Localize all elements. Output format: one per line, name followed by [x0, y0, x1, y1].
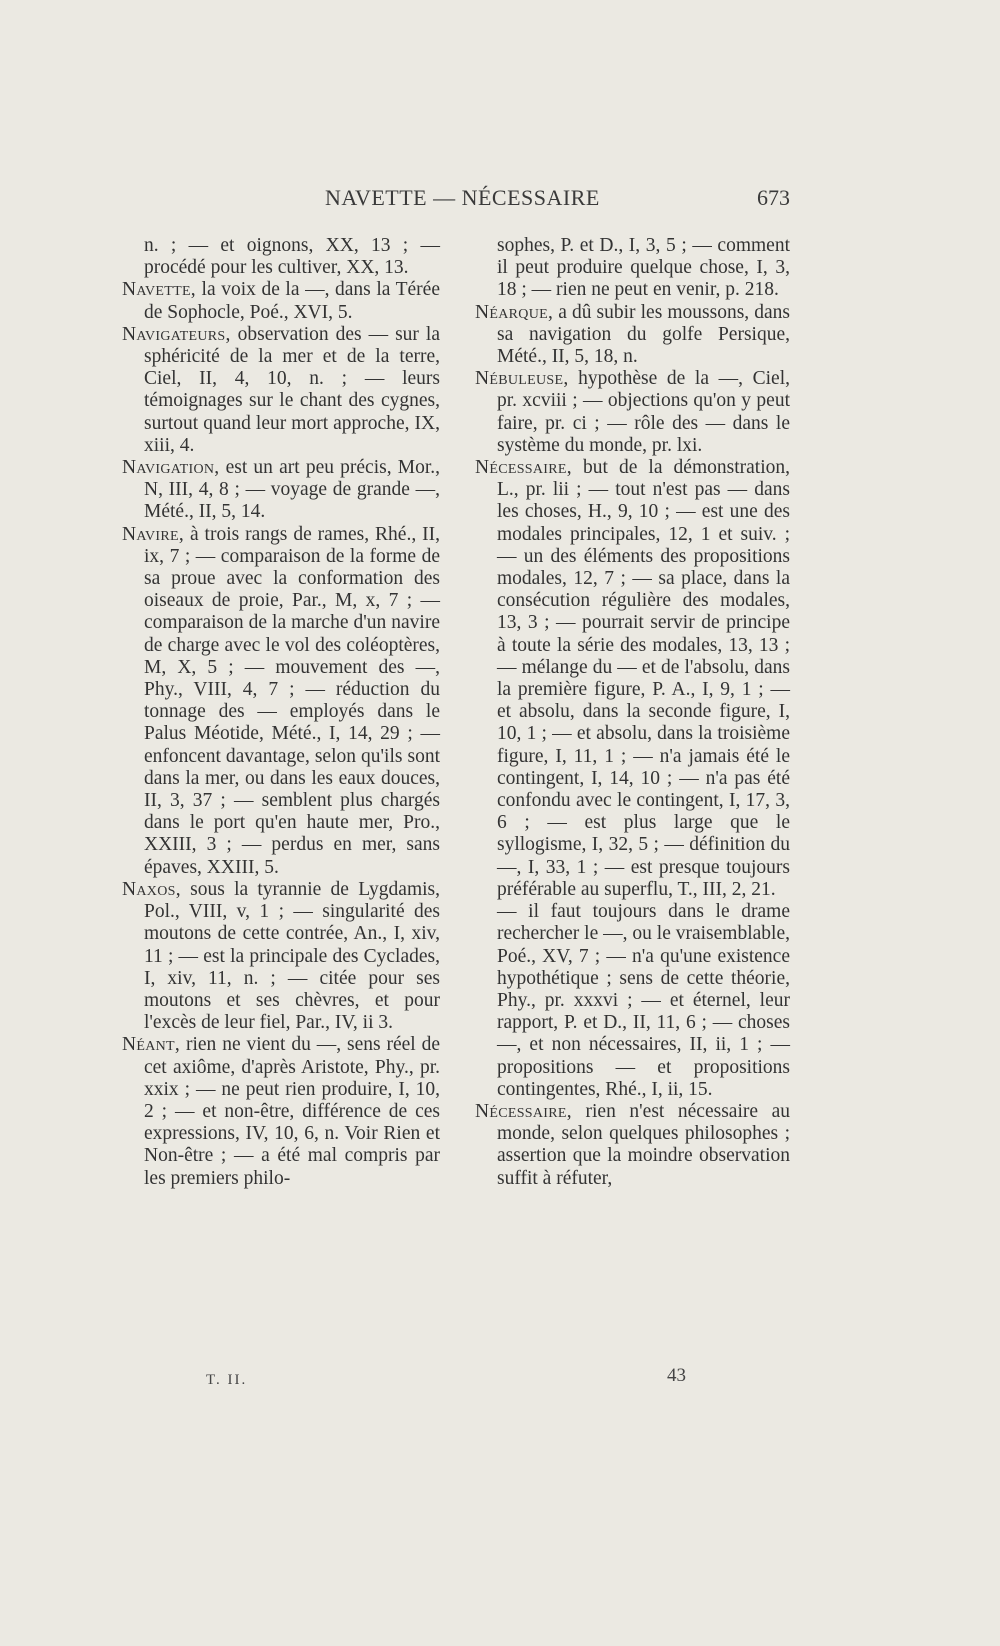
index-entry	[122, 279, 440, 323]
index-entry	[475, 235, 790, 302]
index-entry	[122, 457, 440, 524]
sheet-number: 43	[667, 1365, 686, 1386]
entry-text: n. ; — et oignons, XX, 13 ; — procédé pour les cultiver, XX, 13.	[144, 235, 440, 279]
entry-headword: Néarque,	[475, 301, 554, 323]
entry-text: a dû subir les moussons, dans sa navigation du golfe Persique, Mété., II, 5, 18, n.	[497, 301, 790, 368]
index-entry	[122, 324, 440, 457]
right-column	[475, 235, 790, 1190]
entry-headword: Navire,	[122, 523, 185, 545]
index-entry	[122, 524, 440, 879]
entry-text: hypothèse de la —, Ciel, pr. xcviii ; — objections qu'on y peut faire, pr. ci ; — rôle des — dans le système du monde, pr. lxi.	[497, 368, 790, 456]
entry-text: est un art peu précis, Mor., N, III, 4, 8 ; — voyage de grande —, Mété., II, 5, 14.	[144, 457, 440, 523]
entry-text: sous la tyrannie de Lygdamis, Pol., VIII, v, 1 ; — singularité des moutons de cette contrée, An., I, xiv, 11 ; — est la principale des Cyclades, I, xiv, 11, n. ; — citée pour ses moutons et ses chèvres, et pour l'excès de leur fiel, Par., IV, ii 3.	[144, 878, 440, 1034]
entry-text: observation des — sur la sphéricité de la mer et de la terre, Ciel, II, 4, 10, n. ; — leurs témoignages sur le chant des cygnes, surtout quand leur mort approche, IX, xiii, 4.	[144, 323, 440, 456]
index-entry	[475, 1101, 790, 1190]
entry-text: sophes, P. et D., I, 3, 5 ; — comment il peut produire quelque chose, I, 3, 18 ; — rien ne peut en venir, p. 218.	[497, 235, 790, 301]
page-title: NAVETTE — NÉCESSAIRE	[325, 185, 600, 210]
entry-headword: Naxos,	[122, 878, 181, 900]
index-entry	[122, 879, 440, 1034]
entry-headword: Navette,	[122, 279, 196, 301]
entry-text: la voix de la —, dans la Térée de Sophocle, Poé., XVI, 5.	[144, 279, 440, 323]
entry-text: rien n'est nécessaire au monde, selon quelques philosophes ; assertion que la moindre observation suffit à réfuter,	[497, 1100, 790, 1189]
entry-text: — il faut toujours dans le drame rechercher le —, ou le vraisemblable, Poé., XV, 7 ; — n'a qu'une existence hypothétique ; sens de cette théorie, Phy., pr. xxxvi ; — et éternel, leur rapport, P. et D., II, 11, 6 ; — choses —, et non nécessaires, II, ii, 1 ; — propositions — et propositions contingentes, Rhé., I, ii, 15.	[497, 901, 790, 1100]
entry-headword: Navigateurs,	[122, 323, 231, 345]
index-entry	[475, 457, 790, 901]
index-entry	[122, 1034, 440, 1189]
running-header	[300, 185, 790, 215]
entry-headword: Nécessaire,	[475, 457, 572, 479]
left-column	[122, 235, 440, 1190]
page-number: 673	[757, 185, 790, 210]
entry-headword: Néant,	[122, 1034, 181, 1056]
volume-signature: T. II.	[206, 1372, 248, 1388]
entry-headword: Nébuleuse,	[475, 368, 569, 390]
index-entry	[475, 901, 790, 1101]
entry-headword: Navigation,	[122, 457, 220, 479]
index-entry	[122, 235, 440, 279]
entry-headword: Nécessaire,	[475, 1100, 572, 1122]
entry-text: but de la démonstration, L., pr. lii ; — tout n'est pas — dans les choses, H., 9, 10 ; — est une des modales principales, 12, 1 et suiv. ; — un des éléments des propositions modales, 12, 7 ; — sa place, dans la consécution régulière des modales, 13, 3 ; — pourrait servir de principe à toute la série des modales, 13, 13 ; — mélange du — et de l'absolu, dans la première figure, P. A., I, 9, 1 ; — et absolu, dans la seconde figure, I, 10, 1 ; — et absolu, dans la troisième figure, I, 11, 1 ; — n'a jamais été le contingent, I, 14, 10 ; — n'a pas été confondu avec le contingent, I, 17, 3, 6 ; — est plus large que le syllogisme, I, 32, 5 ; — définition du —, I, 33, 1 ; — est presque toujours préférable au superflu, T., III, 2, 21.	[497, 457, 790, 900]
entry-text: à trois rangs de rames, Rhé., II, ix, 7 ; — comparaison de la forme de sa proue avec la conformation des oiseaux de proie, Par., M, x, 7 ; — comparaison de la marche d'un navire de charge avec le vol des coléoptères, M, X, 5 ; — mouvement des —, Phy., VIII, 4, 7 ; — réduction du tonnage des — employés dans le Palus Méotide, Mété., I, 14, 29 ; — enfoncent davantage, selon qu'ils sont dans la mer, ou dans les eaux douces, II, 3, 37 ; — semblent plus chargés dans le port qu'en haute mer, Pro., XXIII, 3 ; — perdus en mer, sans épaves, XXIII, 5.	[144, 523, 440, 878]
index-entry	[475, 302, 790, 369]
entry-text: rien ne vient du —, sens réel de cet axiôme, d'après Aristote, Phy., pr. xxix ; — ne peut rien produire, I, 10, 2 ; — et non-être, différence de ces expressions, IV, 10, 6, n. Voir Rien et Non-être ; — a été mal compris par les premiers philo-	[144, 1034, 440, 1189]
index-entry	[475, 368, 790, 457]
